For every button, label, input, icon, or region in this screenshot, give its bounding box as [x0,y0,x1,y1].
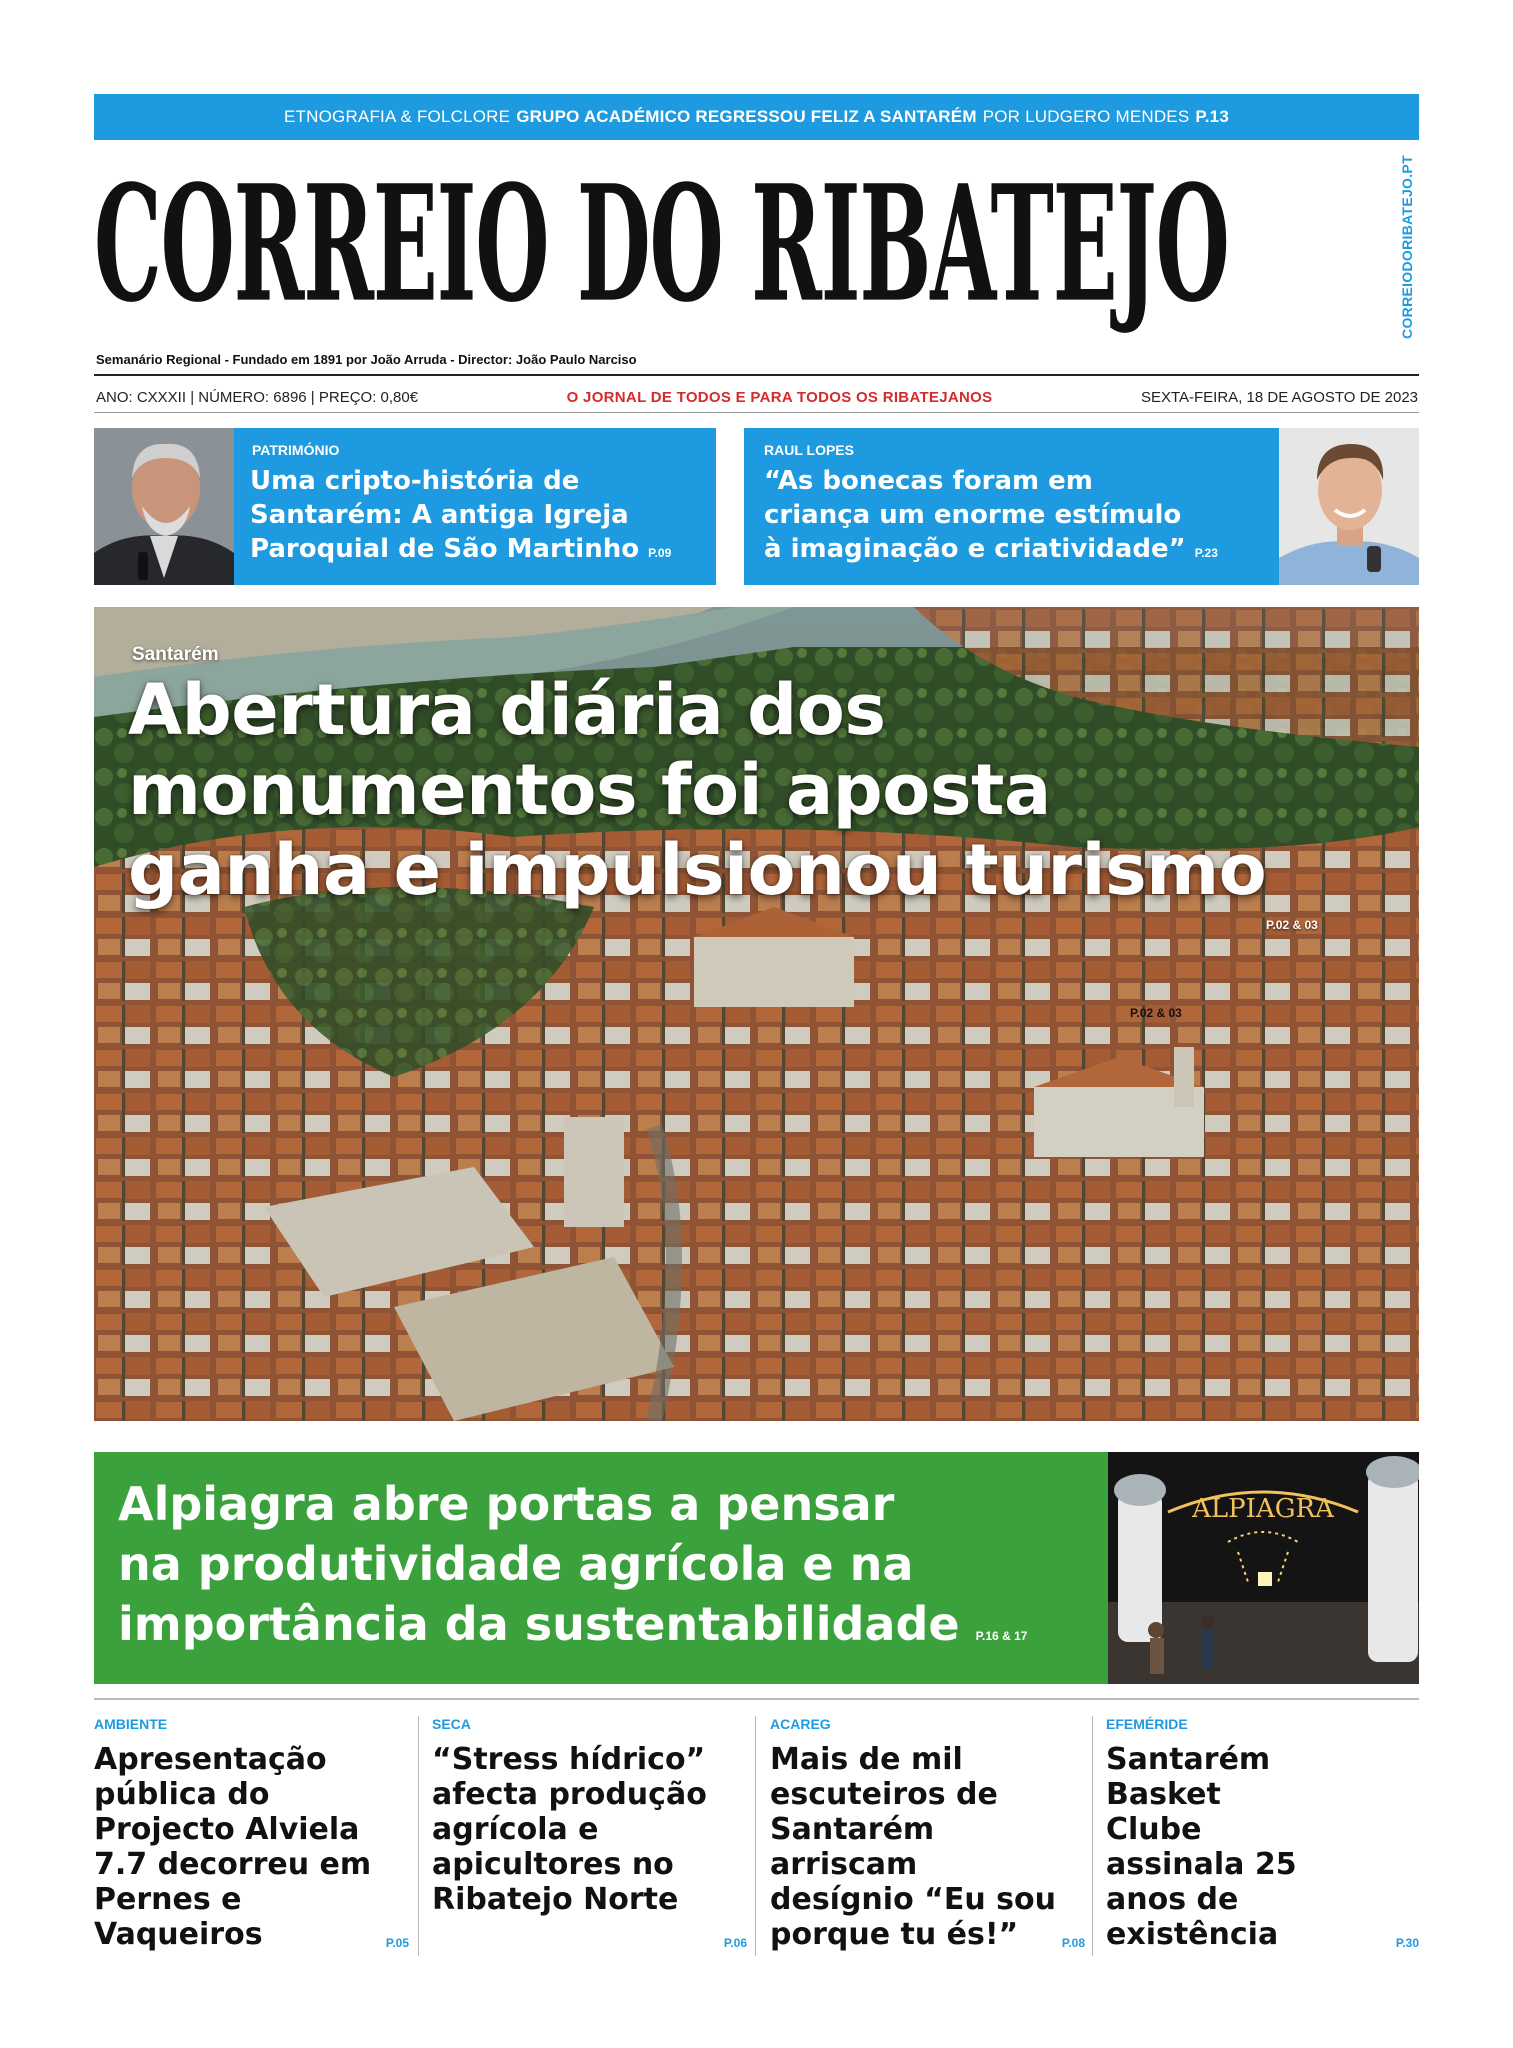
hero-kicker: Santarém [132,644,219,665]
portrait-photo [1279,428,1419,585]
info-bar [96,386,1418,408]
column-divider [418,1716,419,1956]
rule-bottom [94,412,1419,413]
teaser-headline: “As bonecas foram em criança um enorme estímulo à imaginação e criatividade” P.23 [764,466,1218,564]
column-page: P.08 [1061,1936,1085,1950]
column-page: P.30 [1395,1936,1419,1950]
hero-page: P.02 & 03 [1266,918,1318,932]
teaser-page: P.09 [648,546,672,560]
column-page: P.06 [723,1936,747,1950]
newspaper-title: CORREIO DO RIBATEJO [94,149,1229,338]
banner-section: ETNOGRAFIA & FOLCLORE [284,107,511,126]
hero-headline[interactable]: Abertura diária dos monumentos foi aposta ganha e impulsionou turismo [128,669,1267,911]
column-kicker: ACAREG [770,1716,831,1732]
bottom-rule [94,1698,1419,1700]
column-page: P.05 [385,1936,409,1950]
issue-date: SEXTA-FEIRA, 18 DE AGOSTO DE 2023 [1140,388,1418,406]
teaser-raul-lopes[interactable] [744,428,1419,585]
top-banner[interactable] [94,94,1419,140]
rule-top [94,374,1419,376]
founded-line: Semanário Regional - Fundado em 1891 por João Arruda - Director: João Paulo Narciso [96,352,637,367]
teaser-patrimonio[interactable] [94,428,716,585]
website-link[interactable]: CORREIODORIBATEJO.PT [1399,155,1415,339]
teaser-headline: Uma cripto-história de Santarém: A antiga Igreja Paroquial de São Martinho P.09 [250,466,672,564]
column-kicker: EFEMÉRIDE [1106,1716,1188,1732]
teaser-page: P.23 [1194,546,1218,560]
column-headline[interactable]: Apresentação pública do Projecto Alviela 7.7 decorreu em Pernes e Vaqueiros [94,1742,372,1952]
masthead-url[interactable] [1396,152,1418,342]
column-kicker: SECA [432,1716,471,1732]
column-headline[interactable]: “Stress hídrico” afecta produção agrícola e apicultores no Ribatejo Norte [432,1742,707,1917]
alpiagra-sign: ALPIAGRA [1192,1494,1334,1524]
column-divider [755,1716,756,1956]
column-seca[interactable] [432,1716,747,1962]
issue-info: ANO: CXXXII | NÚMERO: 6896 | PREÇO: 0,80€ [96,388,419,406]
feature-page: P.16 & 17 [975,1629,1028,1643]
teaser-kicker: RAUL LOPES [764,442,854,458]
feature-photo [1108,1452,1419,1684]
column-kicker: AMBIENTE [94,1716,168,1732]
column-divider [1092,1716,1093,1956]
column-acareg[interactable] [770,1716,1085,1962]
hero-page-duplicate: P.02 & 03 [1130,1006,1182,1020]
column-efemeride[interactable] [1106,1716,1419,1962]
portrait-photo [94,428,234,585]
column-headline[interactable]: Santarém Basket Clube assinala 25 anos de existência [1106,1742,1297,1952]
column-headline[interactable]: Mais de mil escuteiros de Santarém arriscam desígnio “Eu sou porque tu és!” [770,1742,1056,1952]
feature-headline[interactable]: Alpiagra abre portas a pensar na produtividade agrícola e na importância da sustentabilidade P.16 & 17 [118,1477,1028,1651]
column-ambiente[interactable] [94,1716,409,1962]
banner-byline: POR LUDGERO MENDES [982,107,1190,126]
motto: O JORNAL DE TODOS E PARA TODOS OS RIBATEJANOS [566,388,993,406]
masthead [94,146,1394,342]
banner-page: P.13 [1195,107,1229,126]
teaser-kicker: PATRIMÓNIO [252,442,340,458]
banner-headline: GRUPO ACADÉMICO REGRESSOU FELIZ A SANTARÉM [516,107,977,126]
